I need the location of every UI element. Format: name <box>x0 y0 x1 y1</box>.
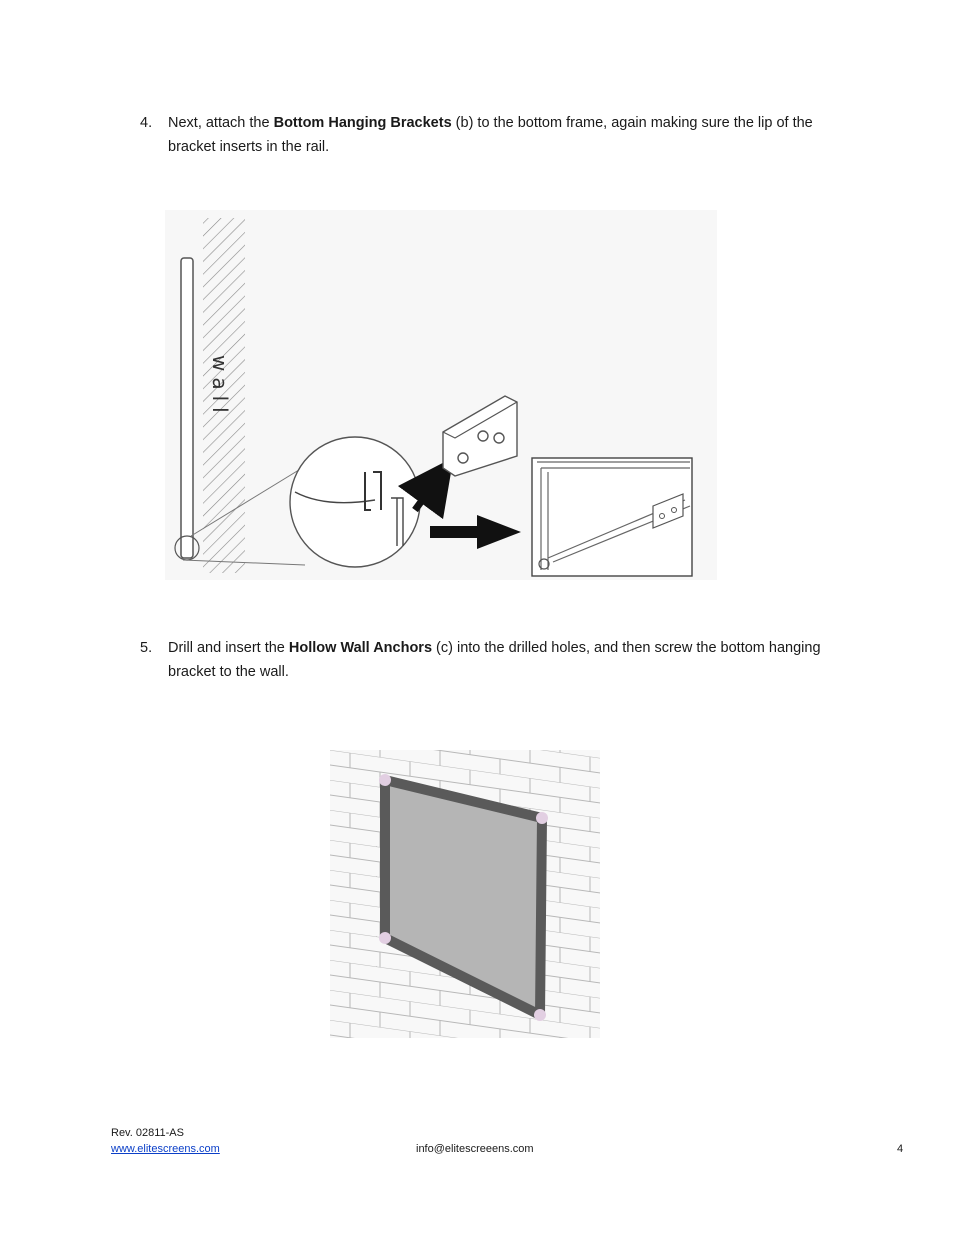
step-4 <box>140 111 860 159</box>
page-number: 4 <box>897 1143 904 1155</box>
step-text <box>168 111 860 159</box>
step-number: 5. <box>140 640 153 656</box>
bracket-diagram <box>165 210 717 580</box>
step-text-start: Next, attach the <box>168 115 274 131</box>
part-name-bottom-hanging-brackets: Bottom Hanging Brackets <box>273 115 452 131</box>
step-text-end: (c) into the drilled holes, and then screw the bottom hanging bracket to the wall. <box>168 640 821 680</box>
step-number: 4. <box>140 115 153 131</box>
direction-arrow <box>477 515 521 549</box>
frame-corner <box>379 932 391 944</box>
revision-label: Rev. 02811-AS <box>111 1127 184 1139</box>
screen-frame-profile <box>181 258 193 558</box>
frame-corner <box>379 774 391 786</box>
step-text <box>168 636 860 684</box>
bottom-hanging-bracket-part <box>443 396 517 476</box>
bracket-installation-figure <box>165 210 717 580</box>
frame-corner-view <box>532 458 692 576</box>
email-address: info@elitescreeens.com <box>416 1143 534 1155</box>
part-name-hollow-wall-anchors: Hollow Wall Anchors <box>288 640 433 656</box>
website-link[interactable]: www.elitescreens.com <box>111 1143 220 1155</box>
step-text-start: Drill and insert the <box>168 640 289 656</box>
frame-corner <box>536 812 548 824</box>
mounted-screen-illustration <box>330 750 600 1038</box>
step-text-end: (b) to the bottom frame, again making sure the lip of the bracket inserts in the rail. <box>168 115 813 155</box>
wall-label: wall <box>208 355 232 419</box>
step-5 <box>140 636 860 684</box>
frame-corner <box>534 1009 546 1021</box>
wall-mounted-screen-figure <box>330 750 600 1038</box>
